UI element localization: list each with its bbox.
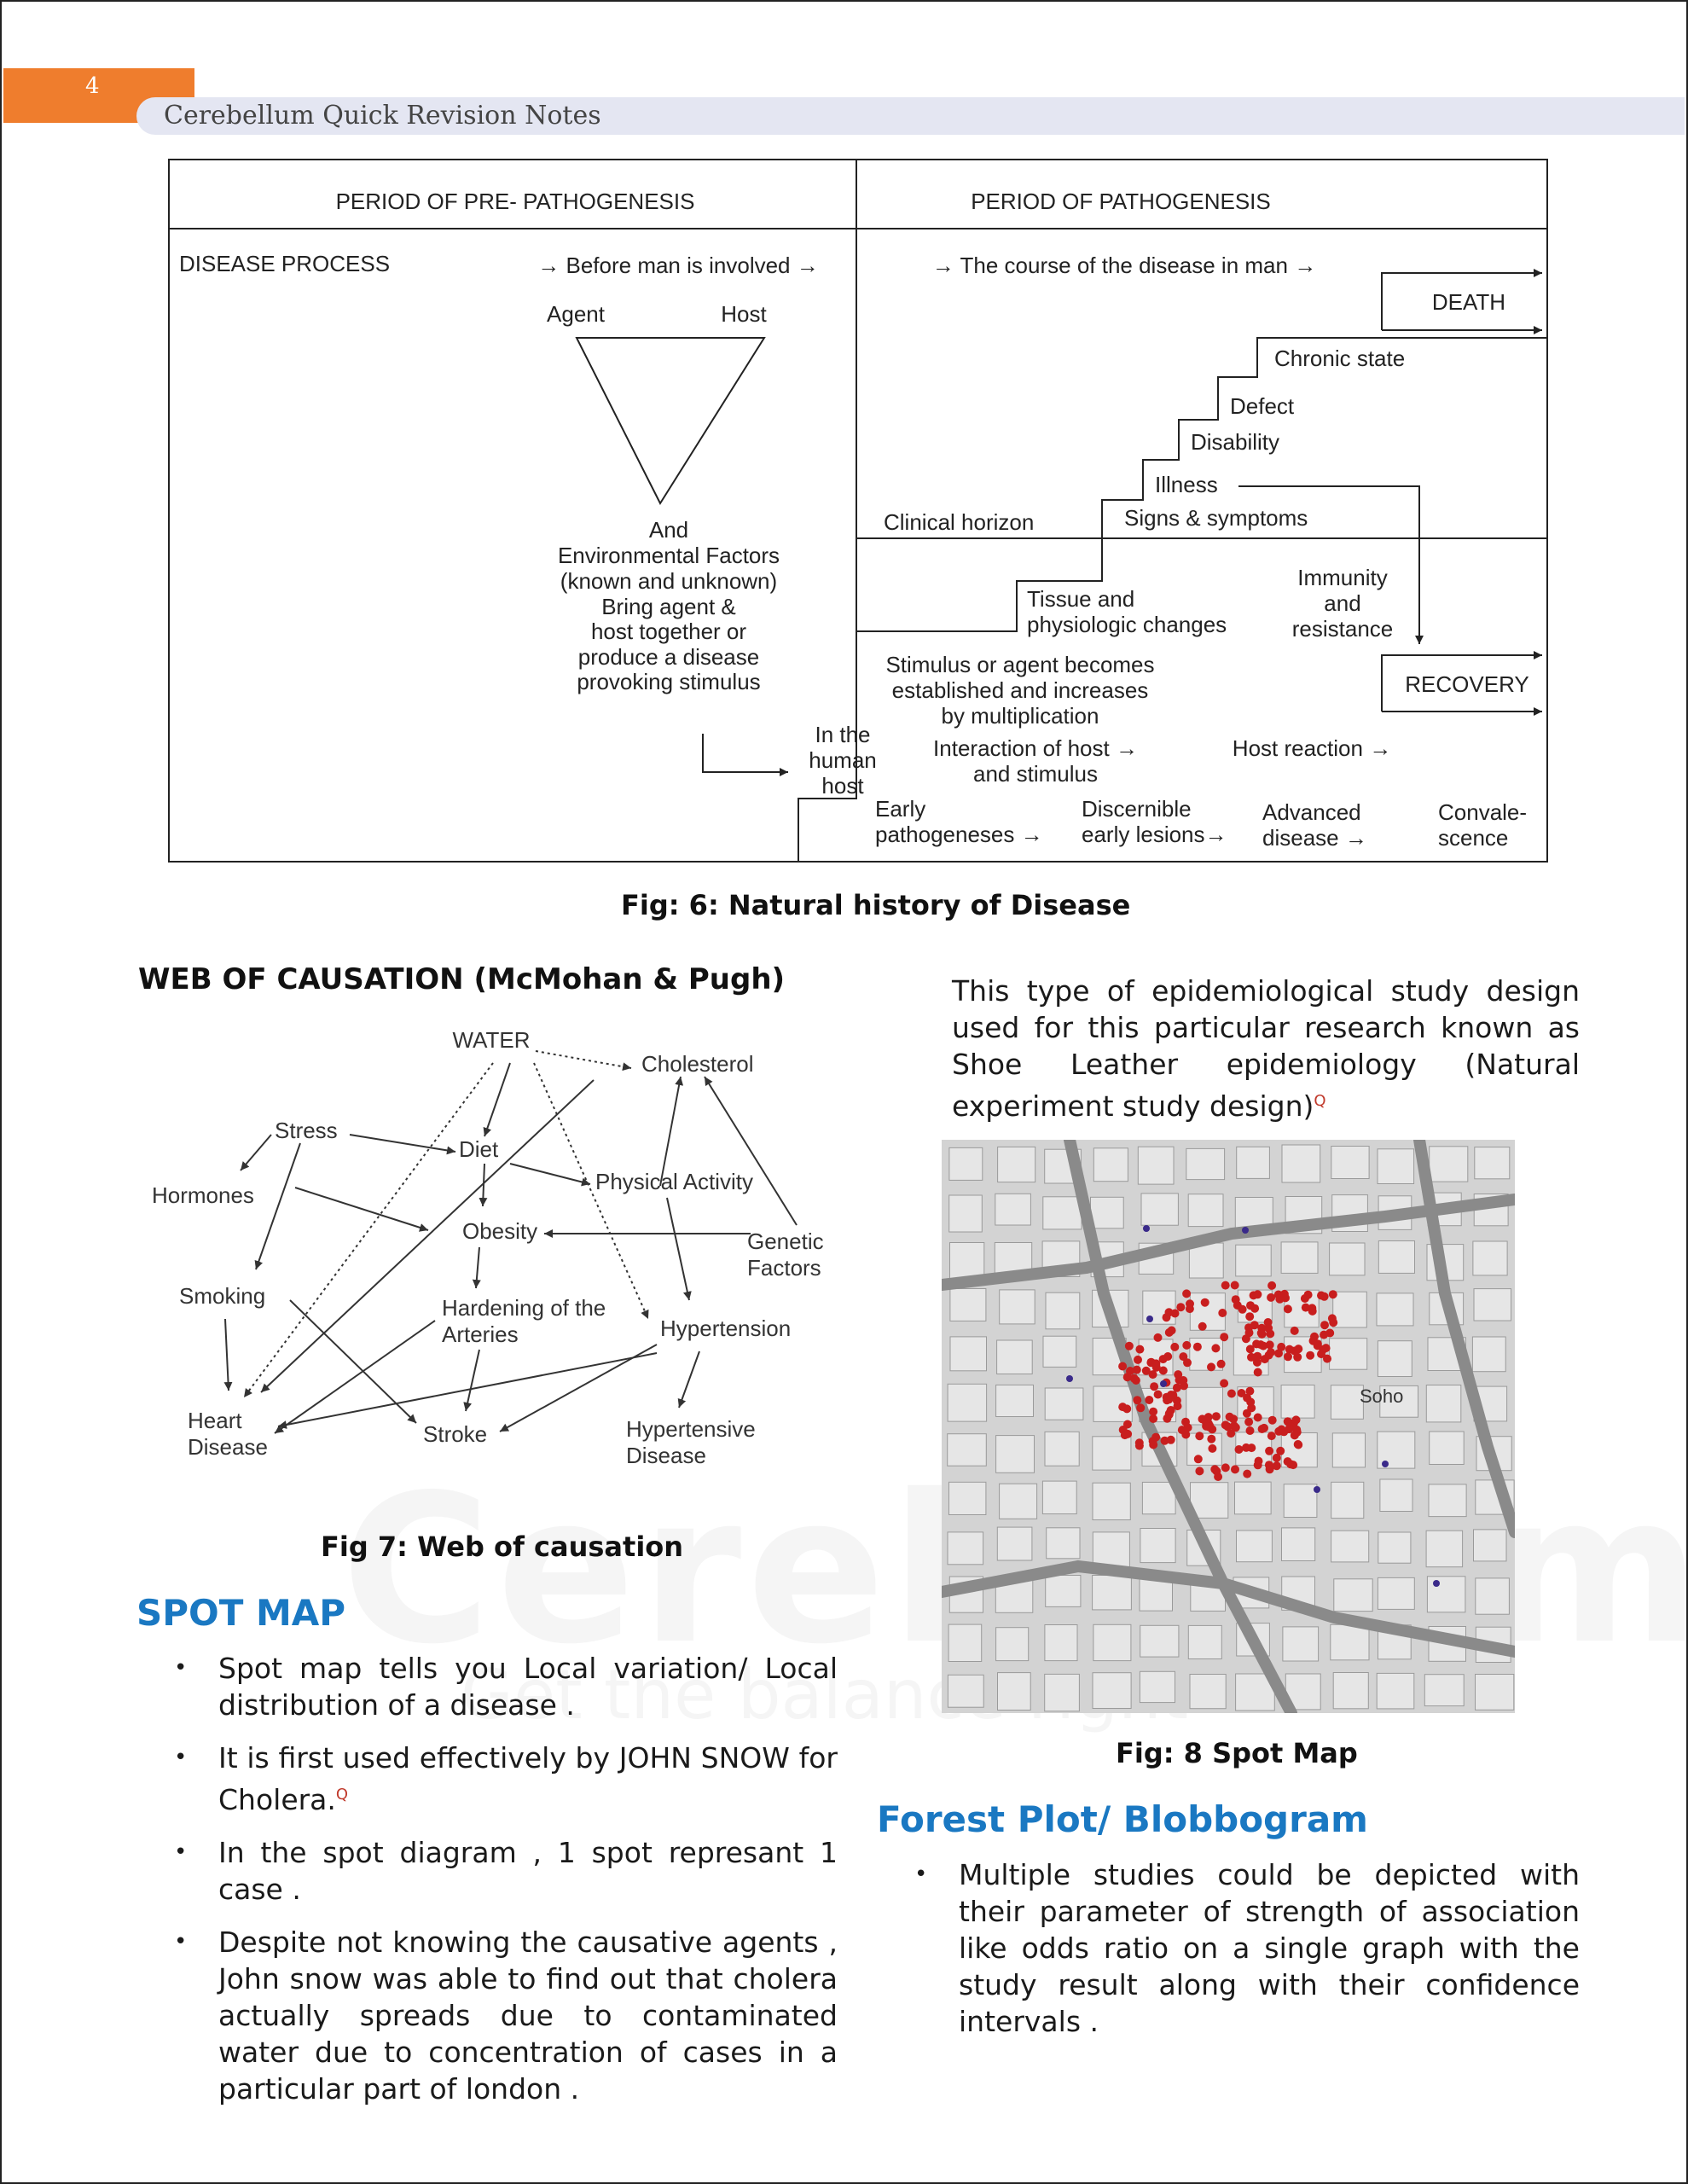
map-case-dot: [1134, 1356, 1142, 1364]
map-case-dot: [1291, 1431, 1299, 1439]
forest-plot-bullets: [914, 1856, 1580, 2056]
immunity-line: Immunity: [1297, 565, 1388, 590]
map-case-dot: [1244, 1418, 1253, 1426]
map-block: [1475, 1147, 1510, 1179]
map-case-dot: [1317, 1292, 1325, 1300]
map-case-dot: [1207, 1362, 1215, 1371]
map-block: [1331, 1147, 1369, 1179]
map-block: [1472, 1337, 1505, 1372]
list-item: • Despite not knowing the causative agents , John snow was able to find out that cholera actually spreads due to contaminated water due to concentration of cases in a particular part of london .: [174, 1924, 838, 2107]
fig6-caption: Fig: 6: Natural history of Disease: [621, 889, 1131, 921]
map-block: [950, 1243, 984, 1279]
list-item: • It is first used effectively by JOHN SNOW for Cholera.$^Q$: [174, 1740, 838, 1818]
chronic-state-label: Chronic state: [1274, 346, 1406, 371]
map-case-dot: [1151, 1359, 1160, 1368]
map-block: [1045, 1674, 1080, 1711]
map-case-dot: [1323, 1355, 1331, 1363]
map-case-dot: [1201, 1298, 1209, 1307]
map-block: [948, 1384, 987, 1421]
tissue-changes-line: physiologic changes: [1027, 612, 1227, 637]
map-block: [950, 1289, 986, 1321]
map-block: [1378, 1532, 1411, 1563]
map-case-dot: [1329, 1290, 1337, 1298]
map-case-dot: [1174, 1402, 1182, 1410]
map-block: [1042, 1481, 1076, 1513]
map-block: [1474, 1289, 1511, 1321]
map-case-dot: [1195, 1467, 1204, 1475]
node-smoking: Smoking: [179, 1283, 266, 1309]
natural-history-diagram: [0, 0, 1688, 887]
recovery-label: RECOVERY: [1405, 671, 1529, 697]
q-icon: Q: [1314, 1092, 1326, 1110]
map-case-dot: [1254, 1368, 1262, 1377]
convalescence-line: Convale-: [1438, 799, 1528, 825]
node-stress: Stress: [275, 1118, 338, 1143]
map-block: [1429, 1484, 1466, 1517]
map-case-dot: [1306, 1351, 1314, 1360]
map-case-dot: [1289, 1461, 1297, 1469]
web-of-causation-diagram: [0, 1007, 853, 1484]
human-host-line: host: [821, 773, 864, 799]
map-case-dot: [1170, 1343, 1179, 1351]
map-case-dot: [1195, 1432, 1204, 1440]
map-case-dot: [1218, 1309, 1227, 1317]
map-case-dot: [1179, 1376, 1187, 1385]
node-water: WATER: [452, 1027, 531, 1053]
map-block: [996, 1385, 1034, 1416]
map-case-dot: [1265, 1447, 1273, 1455]
map-case-dot: [1320, 1321, 1329, 1329]
map-case-dot: [1171, 1310, 1180, 1318]
map-block: [949, 1147, 983, 1180]
node-genetic-line: Factors: [747, 1255, 821, 1281]
map-case-dot: [1231, 1281, 1239, 1290]
map-block: [997, 1340, 1033, 1374]
map-block: [1047, 1528, 1080, 1559]
interaction-line: Interaction of host →: [933, 735, 1138, 761]
immunity-line: resistance: [1291, 616, 1394, 642]
map-block: [1093, 1673, 1131, 1709]
map-block: [1281, 1385, 1314, 1419]
clinical-horizon-label: Clinical horizon: [884, 509, 1035, 535]
map-case-dot: [1284, 1304, 1292, 1313]
map-case-dot: [1260, 1424, 1268, 1432]
map-case-dot: [1163, 1352, 1172, 1361]
map-case-dot: [1168, 1327, 1176, 1335]
map-block: [1331, 1482, 1364, 1518]
map-block: [1330, 1243, 1365, 1275]
convalescence-line: scence: [1438, 825, 1509, 851]
map-case-dot: [1149, 1441, 1157, 1449]
environment-text: [558, 517, 780, 694]
web-of-causation-title: WEB OF CAUSATION (McMohan & Pugh): [138, 962, 786, 996]
discernible-lesions-line: early lesions→: [1082, 822, 1227, 847]
map-case-dot: [1322, 1344, 1331, 1352]
map-block: [1000, 1484, 1037, 1519]
spot-map-bullets: [174, 1650, 838, 2123]
map-case-dot: [1243, 1394, 1251, 1403]
q-icon: Q: [335, 1786, 349, 1804]
map-block: [1093, 1386, 1132, 1421]
map-case-dot: [1145, 1396, 1153, 1404]
map-case-dot: [1280, 1290, 1289, 1298]
advanced-disease-line: Advanced: [1262, 799, 1361, 825]
fig8-caption: Fig: 8 Spot Map: [1116, 1737, 1358, 1769]
map-block: [1093, 1148, 1128, 1182]
environment-line: And: [648, 517, 689, 543]
fig7-caption: Fig 7: Web of causation: [321, 1531, 684, 1563]
shoe-leather-paragraph: [952, 973, 1580, 1124]
map-case-dot: [1294, 1345, 1302, 1353]
map-block: [1426, 1531, 1463, 1567]
map-case-dot: [1154, 1391, 1163, 1399]
map-case-dot: [1252, 1339, 1261, 1348]
node-heart-disease-line: Disease: [188, 1434, 268, 1460]
map-block: [1093, 1624, 1131, 1660]
map-block: [1377, 1673, 1414, 1709]
map-case-dot: [1208, 1444, 1216, 1453]
map-block: [1284, 1484, 1317, 1518]
map-case-dot: [1266, 1329, 1274, 1338]
discernible-lesions-line: Discernible: [1082, 796, 1192, 822]
map-block: [998, 1673, 1031, 1711]
map-case-dot: [1227, 1390, 1236, 1398]
map-case-dot: [1268, 1416, 1277, 1425]
signs-symptoms-label: Signs & symptoms: [1124, 505, 1308, 531]
map-block: [1282, 1528, 1315, 1561]
environment-line: provoking stimulus: [577, 669, 761, 694]
map-block: [948, 1624, 982, 1661]
map-case-dot: [1247, 1353, 1256, 1362]
interaction-line: and stimulus: [973, 761, 1098, 787]
map-block: [1045, 1388, 1083, 1420]
tissue-changes-line: Tissue and: [1027, 586, 1135, 612]
map-case-dot: [1231, 1465, 1239, 1473]
defect-label: Defect: [1230, 393, 1295, 419]
map-case-dot: [1193, 1343, 1202, 1351]
map-case-dot: [1279, 1427, 1288, 1436]
map-case-dot: [1220, 1333, 1228, 1341]
map-case-dot: [1220, 1380, 1228, 1388]
node-hypertensive-line: Disease: [626, 1443, 706, 1468]
map-block: [1237, 1531, 1273, 1562]
map-case-dot: [1267, 1293, 1275, 1302]
map-block: [1237, 1147, 1270, 1178]
map-case-dot: [1308, 1304, 1316, 1312]
node-physical-activity: Physical Activity: [595, 1169, 753, 1194]
map-case-dot: [1133, 1396, 1141, 1404]
map-block: [950, 1337, 987, 1371]
human-host-line: human: [809, 747, 877, 773]
early-pathogenesis-line: Early: [875, 796, 926, 822]
map-block: [1378, 1577, 1414, 1609]
map-case-dot: [1125, 1342, 1134, 1350]
spot-map-title: SPOT MAP: [136, 1592, 346, 1634]
map-case-dot: [1329, 1318, 1337, 1327]
map-block: [1476, 1675, 1514, 1711]
node-hypertensive-line: Hypertensive: [626, 1416, 756, 1442]
map-block: [1091, 1197, 1124, 1228]
map-block: [1424, 1675, 1464, 1706]
forest-plot-title: Forest Plot/ Blobbogram: [877, 1798, 1368, 1840]
map-block: [1333, 1673, 1368, 1709]
map-case-dot: [1253, 1290, 1262, 1298]
map-case-dot: [1135, 1345, 1144, 1354]
map-block: [1426, 1385, 1461, 1422]
node-cholesterol: Cholesterol: [641, 1051, 754, 1077]
map-case-dot: [1221, 1420, 1230, 1429]
map-block: [1093, 1576, 1132, 1610]
map-case-dot: [1235, 1445, 1244, 1454]
header-title: Cerebellum Quick Revision Notes: [164, 101, 601, 131]
environment-line: host together or: [590, 619, 747, 644]
advanced-disease-line: disease →: [1262, 825, 1367, 851]
agent-label: Agent: [547, 301, 605, 327]
pre-pathogenesis-header: PERIOD OF PRE- PATHOGENESIS: [335, 189, 695, 214]
map-block: [1334, 1579, 1372, 1612]
map-case-dot: [1274, 1349, 1283, 1357]
map-block: [1043, 1197, 1082, 1229]
map-case-dot: [1149, 1408, 1157, 1416]
map-block: [1142, 1482, 1175, 1513]
before-man-label: → Before man is involved →: [537, 253, 819, 278]
map-case-dot: [1194, 1455, 1203, 1463]
node-hormones: Hormones: [152, 1182, 254, 1208]
map-case-dot: [1204, 1422, 1213, 1431]
map-block: [1427, 1577, 1465, 1612]
map-case-dot: [1294, 1441, 1302, 1449]
map-block: [1377, 1293, 1413, 1326]
map-block: [1430, 1432, 1465, 1465]
map-case-dot: [1181, 1431, 1190, 1439]
map-block: [1380, 1479, 1412, 1512]
map-case-dot: [1135, 1442, 1144, 1450]
map-block: [1476, 1578, 1510, 1614]
map-label-soho: Soho: [1360, 1385, 1404, 1407]
illness-label: Illness: [1155, 472, 1218, 497]
map-block: [949, 1482, 986, 1514]
map-case-dot: [1198, 1322, 1207, 1331]
pathogenesis-header: PERIOD OF PATHOGENESIS: [971, 189, 1271, 214]
map-block: [1378, 1341, 1412, 1377]
map-case-dot: [1167, 1391, 1175, 1399]
node-diet: Diet: [459, 1136, 499, 1162]
node-hypertension: Hypertension: [660, 1316, 792, 1341]
disability-label: Disability: [1191, 429, 1280, 455]
map-case-dot: [1142, 1367, 1151, 1375]
list-item: • Spot map tells you Local variation/ Local distribution of a disease .: [174, 1650, 838, 1723]
map-block: [996, 1628, 1029, 1661]
map-case-dot: [1151, 1433, 1160, 1442]
map-case-dot: [1118, 1403, 1127, 1411]
map-case-dot: [1173, 1384, 1181, 1392]
map-case-dot: [1250, 1321, 1259, 1329]
stimulus-line: Stimulus or agent becomes: [885, 652, 1155, 677]
map-block: [1331, 1385, 1363, 1420]
human-host-line: In the: [815, 722, 871, 747]
map-block: [1045, 1432, 1079, 1466]
map-block: [1330, 1339, 1367, 1370]
map-block: [1331, 1624, 1369, 1660]
list-item: • In the spot diagram , 1 spot represant 1 case .: [174, 1834, 838, 1908]
map-case-dot: [1246, 1426, 1255, 1435]
map-case-dot: [1150, 1382, 1158, 1391]
environment-line: (known and unknown): [560, 568, 778, 594]
map-case-dot: [1214, 1472, 1222, 1481]
map-case-dot: [1284, 1352, 1292, 1361]
early-pathogenesis-line: pathogeneses →: [875, 822, 1043, 847]
environment-line: produce a disease: [577, 644, 760, 670]
course-in-man-label: → The course of the disease in man →: [931, 253, 1317, 278]
map-case-dot: [1232, 1423, 1240, 1432]
map-case-dot: [1126, 1367, 1134, 1375]
map-block: [1331, 1531, 1369, 1562]
map-case-dot: [1267, 1281, 1276, 1290]
map-case-dot: [1242, 1443, 1250, 1452]
map-case-dot: [1181, 1418, 1190, 1426]
map-block: [1430, 1147, 1468, 1182]
map-case-dot: [1314, 1339, 1322, 1348]
map-block: [996, 1436, 1035, 1473]
map-case-dot: [1176, 1303, 1185, 1311]
map-block: [1093, 1483, 1130, 1519]
map-block: [1473, 1241, 1507, 1275]
map-block: [1235, 1482, 1272, 1514]
environment-line: Environmental Factors: [557, 543, 780, 568]
map-block: [1281, 1242, 1318, 1274]
map-block: [948, 1532, 983, 1565]
map-block: [1188, 1625, 1221, 1658]
page-number: 4: [85, 73, 100, 99]
spot-map-image: [942, 1140, 1515, 1713]
map-case-dot: [1212, 1412, 1221, 1420]
node-hardening-line: Hardening of the: [442, 1295, 606, 1321]
map-case-dot: [1211, 1344, 1220, 1352]
map-case-dot: [1186, 1304, 1194, 1313]
map-case-dot: [1118, 1362, 1127, 1371]
death-label: DEATH: [1431, 289, 1506, 315]
map-block: [1474, 1530, 1507, 1561]
map-case-dot: [1254, 1414, 1262, 1422]
map-block: [1043, 1336, 1076, 1367]
environment-line: Bring agent &: [601, 594, 736, 619]
map-block: [1140, 1625, 1179, 1657]
immunity-line: and: [1324, 590, 1361, 616]
map-block: [1190, 1675, 1226, 1709]
map-case-dot: [1265, 1461, 1273, 1469]
map-case-dot: [1123, 1430, 1132, 1438]
map-block: [1045, 1625, 1077, 1661]
map-case-dot: [1217, 1360, 1226, 1368]
map-case-dot: [1267, 1432, 1276, 1440]
map-case-dot: [1161, 1437, 1169, 1445]
map-block: [1333, 1292, 1367, 1327]
map-case-dot: [1179, 1352, 1187, 1361]
node-stroke: Stroke: [423, 1421, 488, 1447]
map-case-dot: [1154, 1333, 1163, 1342]
node-genetic-line: Genetic: [747, 1228, 824, 1254]
map-block: [997, 1527, 1032, 1560]
node-heart-disease-line: Heart: [188, 1408, 242, 1433]
map-block: [1046, 1292, 1080, 1329]
map-case-dot: [1243, 1409, 1251, 1418]
map-case-dot: [1163, 1414, 1171, 1423]
map-block: [1093, 1437, 1131, 1470]
map-block: [1378, 1241, 1414, 1274]
map-block: [1282, 1145, 1320, 1182]
map-case-dot: [1233, 1301, 1242, 1310]
map-block: [1141, 1194, 1178, 1225]
map-case-dot: [1258, 1330, 1267, 1339]
map-case-dot: [1245, 1328, 1254, 1337]
disease-process-label: DISEASE PROCESS: [179, 251, 391, 276]
map-case-dot: [1245, 1312, 1254, 1321]
shoe-leather-text: This type of epidemiological study design used for this particular research known as Shoe Leather epidemiology (Natural experiment study design): [952, 974, 1580, 1123]
host-label: Host: [721, 301, 767, 327]
map-case-dot: [1221, 1281, 1230, 1290]
map-block: [1236, 1245, 1272, 1276]
map-block: [1332, 1433, 1365, 1467]
map-case-dot: [1226, 1413, 1234, 1421]
map-case-dot: [1304, 1291, 1313, 1299]
node-obesity: Obesity: [462, 1218, 538, 1244]
map-case-dot: [1130, 1374, 1139, 1383]
map-block: [1186, 1148, 1225, 1179]
map-block: [1000, 1290, 1035, 1324]
map-case-dot: [1207, 1435, 1215, 1443]
map-block: [948, 1675, 983, 1707]
map-block: [948, 1434, 987, 1467]
list-item: • Multiple studies could be depicted with their parameter of strength of association like odds ratio on a single graph with the study result along with their confidence intervals .: [914, 1856, 1580, 2040]
map-case-dot: [1250, 1304, 1259, 1313]
map-case-dot: [1265, 1351, 1273, 1360]
map-case-dot: [1325, 1329, 1334, 1338]
map-block: [1138, 1147, 1174, 1184]
stimulus-line: by multiplication: [941, 703, 1099, 729]
map-case-dot: [1182, 1341, 1191, 1350]
map-block: [1188, 1194, 1223, 1227]
map-case-dot: [1221, 1463, 1230, 1472]
map-block: [1283, 1627, 1319, 1661]
node-hardening-line: Arteries: [442, 1321, 519, 1347]
map-block: [995, 1194, 1031, 1225]
map-block: [1378, 1149, 1414, 1184]
map-block: [1140, 1529, 1175, 1563]
host-reaction-label: Host reaction →: [1232, 735, 1392, 761]
map-case-dot: [1254, 1461, 1262, 1469]
map-case-dot: [1136, 1403, 1145, 1412]
map-case-dot: [1291, 1327, 1299, 1335]
map-case-dot: [1182, 1289, 1191, 1298]
map-case-dot: [1243, 1470, 1251, 1478]
stimulus-line: established and increases: [891, 677, 1149, 703]
map-block: [1140, 1671, 1175, 1702]
map-block: [1046, 1576, 1081, 1607]
map-case-dot: [1284, 1417, 1292, 1426]
map-block: [949, 1195, 983, 1232]
map-case-dot: [1273, 1454, 1281, 1462]
map-block: [998, 1147, 1035, 1182]
